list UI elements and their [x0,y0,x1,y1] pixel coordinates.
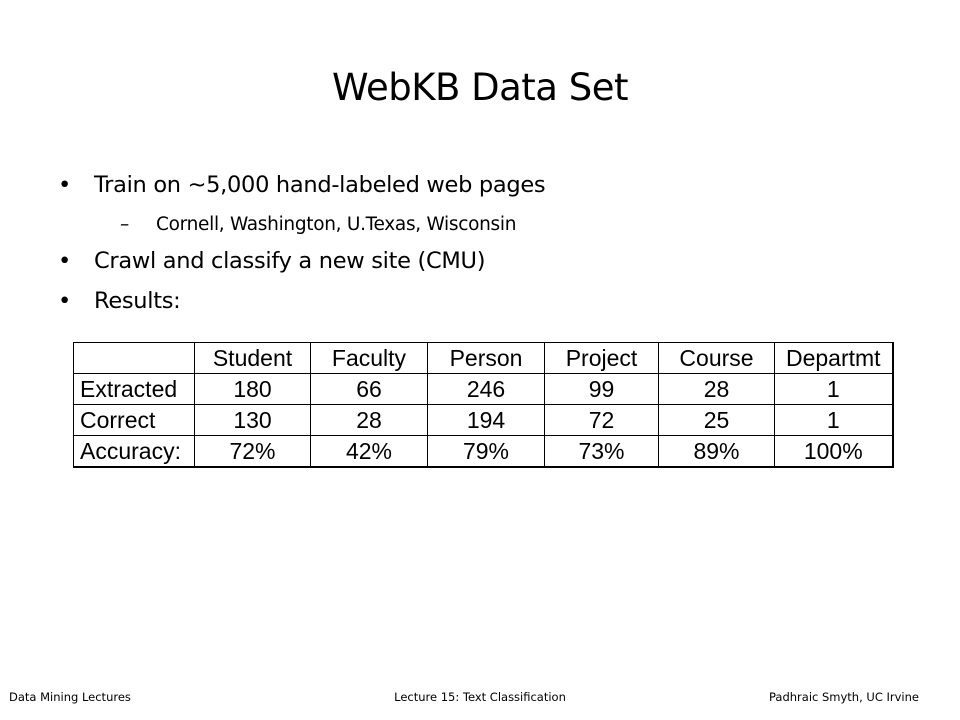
bullet-dot-icon: • [58,288,71,314]
table-cell: 1 [775,374,893,405]
bullet-text: Train on ~5,000 hand-labeled web pages [94,172,546,198]
table-cell: 25 [659,405,775,436]
table-corner-cell [74,343,195,374]
sub-bullet-text: Cornell, Washington, U.Texas, Wisconsin [156,214,517,235]
row-header: Correct [74,405,195,436]
table-cell: 72% [195,436,311,468]
table-cell: 79% [428,436,545,468]
table-cell: 194 [428,405,545,436]
table-cell: 72 [545,405,659,436]
bullet-text: Crawl and classify a new site (CMU) [94,248,486,274]
table-cell: 99 [545,374,659,405]
bullet-dot-icon: • [58,248,71,274]
sub-bullet-dash-icon: – [120,214,129,235]
row-header: Extracted [74,374,195,405]
table-cell: 246 [428,374,545,405]
column-header: Course [659,343,775,374]
table-cell: 66 [311,374,428,405]
column-header: Person [428,343,545,374]
table-row [74,374,893,405]
table-cell: 28 [659,374,775,405]
table-cell: 89% [659,436,775,468]
table-header-row [74,343,893,374]
bullet-text: Results: [94,288,181,314]
column-header: Project [545,343,659,374]
table-cell: 73% [545,436,659,468]
footer-left: Data Mining Lectures [9,690,131,704]
slide-title: WebKB Data Set [332,66,628,109]
results-table [73,342,894,468]
table-cell: 42% [311,436,428,468]
row-header: Accuracy: [74,436,195,468]
footer-center: Lecture 15: Text Classification [394,690,566,704]
footer-right: Padhraic Smyth, UC Irvine [768,690,919,704]
table-row [74,436,893,468]
bullet-dot-icon: • [58,172,71,198]
table-row [74,405,893,436]
table-cell: 1 [775,405,893,436]
table-cell: 28 [311,405,428,436]
table-cell: 180 [195,374,311,405]
table-cell: 130 [195,405,311,436]
column-header: Faculty [311,343,428,374]
column-header: Departmt [775,343,893,374]
table-cell: 100% [775,436,893,468]
column-header: Student [195,343,311,374]
